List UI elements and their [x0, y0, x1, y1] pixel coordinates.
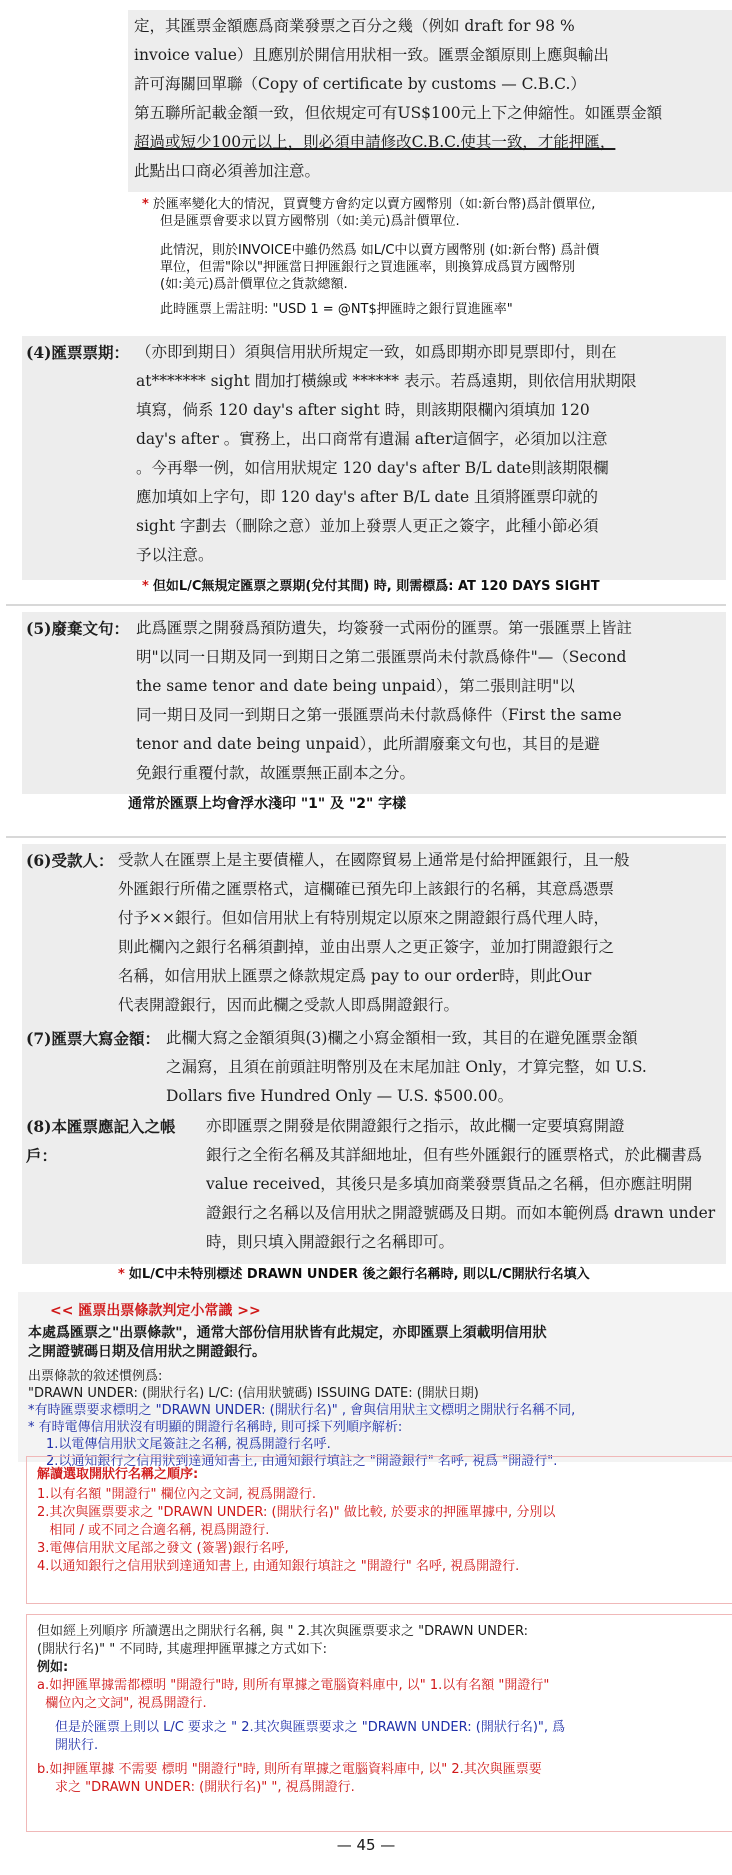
text-line: 此欄大寫之金額須與(3)欄之小寫金額相一致，其目的在避免匯票金額 — [166, 1029, 638, 1047]
text-line: 同一期日及同一到期日之第一張匯票尚未付款爲條件（First the same — [136, 706, 622, 724]
text-line: 則此欄內之銀行名稱須劃掉，並由出票人之更正簽字，並加打開證銀行之 — [118, 938, 615, 956]
text-line: 時，則只填入開證銀行之名稱即可。 — [206, 1233, 455, 1251]
scan-section-payee — [22, 844, 726, 1026]
order-item: 4.以通知銀行之信用狀到達通知書上, 由通知銀行填註之 "開證行" 名呼, 視爲開證行. — [37, 1559, 520, 1574]
text-line: 出票條款的敘述慣例爲: — [28, 1369, 163, 1384]
text-line: "DRAWN UNDER: (開狀行名) L/C: (信用狀號碼) ISSUING DATE: (開狀日期) — [28, 1386, 479, 1401]
text-line: 免銀行重覆付款，故匯票無正副本之分。 — [136, 764, 416, 782]
text-line: 此爲匯票之開發爲預防遺失，均簽發一式兩份的匯票。第一張匯票上皆註 — [136, 619, 633, 637]
note-line: 但如L/C無規定匯票之票期(兌付其間) 時, 則需標爲: AT 120 DAYS SIGHT — [152, 579, 600, 594]
scan-section-discard — [22, 612, 726, 794]
note-line: 於匯率變化大的情況，買賣雙方會約定以賣方國幣別（如:新台幣)爲計價單位, — [152, 197, 596, 212]
final-item-a: a.如押匯單據需都標明 "開證行"時, 則所有單據之電腦資料庫中, 以" 1.以有名額 "開證行" — [37, 1678, 550, 1693]
blue-note: * 有時電傳信用狀沒有明顯的開證行名稱時, 則可採下列順序解析: — [28, 1420, 403, 1435]
text-line: tenor and date being unpaid），此所謂廢棄文句也，其目的是避 — [136, 735, 600, 753]
blue-note: *有時匯票要求標明之 "DRAWN UNDER: (開狀行名)" , 會與信用狀主文標明之開狀行名稱不同, — [28, 1403, 576, 1418]
final-item-a: 欄位內之文詞", 視爲開證行. — [37, 1696, 207, 1711]
text-line: 外匯銀行所備之匯票格式，這欄確已預先印上該銀行的名稱，其意爲憑票 — [118, 880, 615, 898]
text-line: sight 字劃去（刪除之意）並加上發票人更正之簽字，此種小節必須 — [136, 517, 599, 535]
final-line: 但如經上列順序 所讀選出之開狀行名稱, 與 " 2.其次與匯票要求之 "DRAWN UNDER: — [37, 1624, 529, 1639]
page-number: — 45 — — [336, 1836, 396, 1854]
text-line: 予以注意。 — [136, 546, 214, 564]
scan-section-amount — [128, 10, 732, 192]
divider — [6, 604, 726, 606]
tips-section — [18, 1292, 732, 1469]
divider — [6, 836, 726, 838]
text-line: 亦即匯票之開發是依開證銀行之指示，故此欄一定要填寫開證 — [206, 1117, 625, 1135]
text-line: 證銀行之名稱以及信用狀之開證號碼及日期。而如本範例爲 drawn under — [206, 1204, 716, 1222]
text-line: 填寫，倘系 120 day's after sight 時，則該期限欄內須填加 120 — [136, 401, 590, 419]
blue-note-item: 2.以通知銀行之信用狀到達通知書上, 由通知銀行填註之 "開證銀行" 名呼, 視爲 "開證行". — [46, 1454, 558, 1469]
text-line: 定，其匯票金額應爲商業發票之百分之幾（例如 draft for 98 % — [134, 17, 575, 35]
note-line: (如:美元)爲計價單位之貨款總額. — [160, 277, 348, 292]
note-exchange-rate — [142, 196, 722, 318]
text-line: at******* sight 間加打橫線或 ****** 表示。若爲遠期，則依信用狀期限 — [136, 372, 637, 390]
text-line: day's after 。實務上，出口商常有遺漏 after這個字，必須加以注意 — [136, 430, 608, 448]
final-item-b: b.如押匯單據 不需要 標明 "開證行"時, 則所有單據之電腦資料庫中, 以" 2.其次與匯票要 — [37, 1762, 542, 1777]
text-line: Dollars five Hundred Only — U.S. $500.00。 — [166, 1087, 514, 1105]
order-title: 解讀選取開狀行名稱之順序: — [37, 1467, 199, 1482]
final-item-a2: 開狀行. — [55, 1738, 99, 1753]
order-item: 2.其次與匯票要求之 "DRAWN UNDER: (開狀行名)" 做比較, 於要求的押匯單據中, 分別以 — [37, 1505, 556, 1520]
order-item: 3.電傳信用狀文尾部之發文 (簽署)銀行名呼, — [37, 1541, 289, 1556]
note-watermark — [128, 796, 708, 813]
scan-section-account — [22, 1110, 726, 1264]
text-line: 明"以同一日期及同一到期日之第二張匯票尚未付款爲條件"—（Second — [136, 648, 627, 666]
text-line: （亦即到期日）須與信用狀所規定一致，如爲即期亦即見票即付，則在 — [136, 343, 617, 361]
tips-title: << 匯票出票條款判定小常識 >> — [50, 1303, 261, 1319]
asterisk-icon: * — [142, 579, 149, 594]
text-line: the same tenor and date being unpaid），第二張則註明"以 — [136, 677, 575, 695]
text-line: 超過或短少100元以上，則必須申請修改C.B.C.使其一致，才能押匯， — [134, 133, 616, 151]
text-line: 受款人在匯票上是主要債權人，在國際貿易上通常是付給押匯銀行，且一般 — [118, 851, 630, 869]
section-label: (4)匯票票期： — [26, 343, 129, 362]
final-item-a2: 但是於匯票上則以 L/C 要求之 " 2.其次與匯票要求之 "DRAWN UNDER: (開狀行名)", 爲 — [55, 1720, 566, 1735]
scan-section-amount-words — [22, 1022, 726, 1120]
asterisk-icon: * — [118, 1267, 125, 1282]
note-line: 如L/C中未特別標述 DRAWN UNDER 後之銀行名稱時, 則以L/C開狀行名填入 — [128, 1267, 590, 1282]
asterisk-icon: * — [142, 197, 149, 212]
order-item: 1.以有名額 "開證行" 欄位內之文詞, 視爲開證行. — [37, 1487, 317, 1502]
text-line: value received，其後只是多填加商業發票貨品之名稱，但亦應註明開 — [206, 1175, 693, 1193]
text-line: 第五聯所記載金額一致，但依規定可有US$100元上下之伸縮性。如匯票金額 — [134, 104, 663, 122]
note-line: 通常於匯票上均會浮水淺印 "1" 及 "2" 字樣 — [128, 796, 407, 812]
text-line: 付予××銀行。但如信用狀上有特別規定以原來之開證銀行爲代理人時， — [118, 909, 609, 927]
formula-text: 此時匯票上需註明: "USD 1 = @NT$押匯時之銀行買進匯率" — [160, 302, 513, 318]
text-line: 此點出口商必須善加注意。 — [134, 162, 321, 180]
section-label: (6)受款人： — [26, 851, 114, 870]
final-item-b: 求之 "DRAWN UNDER: (開狀行名)" ", 視爲開證行. — [55, 1780, 355, 1795]
final-line: (開狀行名)" " 不同時, 其處理押匯單據之方式如下: — [37, 1642, 328, 1657]
text-line: 名稱，如信用狀上匯票之條款規定爲 pay to our order時，則此Our — [118, 967, 592, 985]
section-label: (7)匯票大寫金額： — [26, 1029, 160, 1048]
section-label: (5)廢棄文句： — [26, 619, 129, 638]
blue-note-item: 1.以電傳信用狀文尾簽註之名稱, 視爲開證行名呼. — [46, 1437, 331, 1452]
note-tenor — [142, 578, 722, 595]
order-item: 相同 / 或不同之合適名稱, 視爲開證行. — [37, 1523, 270, 1538]
text-line: 。今再舉一例，如信用狀規定 120 day's after B/L date則該期限欄 — [136, 459, 609, 477]
text-line: 之漏寫，且須在前頭註明幣別及在末尾加註 Only，才算完整，如 U.S. — [166, 1058, 647, 1076]
final-box — [26, 1614, 732, 1832]
note-line: 單位，但需"除以"押匯當日押匯銀行之買進匯率，則換算成爲買方國幣別 — [160, 260, 575, 275]
section-label: (8)本匯票應記入之帳戶： — [26, 1117, 176, 1165]
order-box — [26, 1456, 732, 1604]
note-drawn-under — [118, 1266, 724, 1283]
text-line: invoice value）且應別於開信用狀相一致。匯票金額原則上應與輸出 — [134, 46, 609, 64]
final-example-label: 例如: — [37, 1660, 69, 1675]
text-line: 應加填如上字句，即 120 day's after B/L date 且須將匯票印就的 — [136, 488, 599, 506]
text-line: 銀行之全衔名稱及其詳細地址，但有些外匯銀行的匯票格式，於此欄書爲 — [206, 1146, 703, 1164]
text-line: 代表開證銀行，因而此欄之受款人即爲開證銀行。 — [118, 996, 460, 1014]
text-line: 許可海關回單聯（Copy of certificate by customs — C.B.C.） — [134, 75, 586, 93]
text-line: 本處爲匯票之"出票條款"，通常大部份信用狀皆有此規定，亦即匯票上須載明信用狀 — [28, 1325, 547, 1341]
scan-section-tenor — [22, 336, 726, 580]
note-line: 但是匯票會要求以買方國幣別（如:美元)爲計價單位. — [160, 214, 460, 229]
note-line: 此情況，則於INVOICE中雖仍然爲 如L/C中以賣方國幣別 (如:新台幣) 爲計價 — [160, 243, 600, 258]
text-line: 之開證號碼日期及信用狀之開證銀行。 — [28, 1344, 266, 1360]
